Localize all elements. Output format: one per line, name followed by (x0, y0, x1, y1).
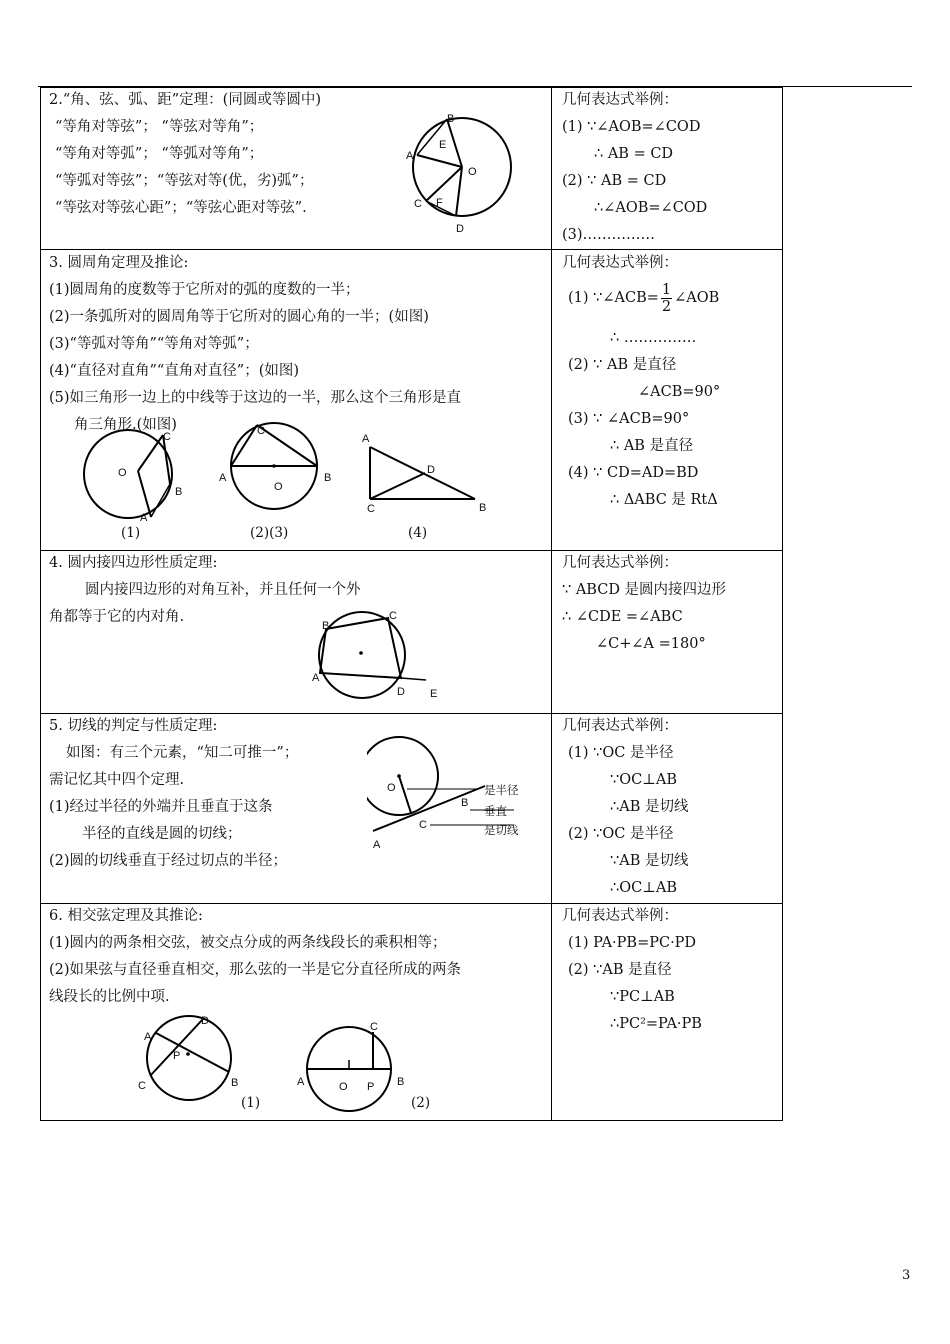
point-label: A (373, 839, 381, 851)
section-heading: 4. 圆内接四边形性质定理: (49, 555, 218, 571)
theorem-line: (2)圆的切线垂直于经过切点的半径； (49, 853, 288, 869)
theorem-line: (4)“直径对直角”“直角对直径”；(如图) (49, 363, 300, 379)
example-heading: 几何表达式举例： (562, 555, 678, 571)
fraction (661, 282, 672, 315)
example-line: ∴ …………… (610, 330, 697, 346)
example-heading: 几何表达式举例： (562, 255, 678, 271)
example-line: ∠C+∠A =180° (596, 636, 706, 652)
example-line: ∵PC⊥AB (610, 989, 675, 1005)
example-line: (1) ∵OC 是半径 (568, 745, 674, 761)
point-label: D (397, 686, 405, 698)
point-label: C (389, 610, 397, 622)
section-heading: 2.“角、弦、弧、距”定理：(同圆或等圆中) (49, 92, 321, 108)
example-line: (2) ∵ AB 是直径 (568, 357, 677, 373)
example-line: ∴∠AOB=∠COD (594, 200, 708, 216)
point-label: B (324, 472, 332, 484)
point-label: B (461, 797, 469, 809)
point-label: F (436, 197, 443, 209)
point-label: C (163, 431, 171, 443)
example-heading: 几何表达式举例： (562, 718, 678, 734)
point-label: C (367, 503, 375, 514)
figure-caption: (1) (241, 1095, 261, 1111)
example-line: ∴ AB 是直径 (610, 438, 694, 454)
point-label: D (456, 223, 464, 235)
section-heading: 3. 圆周角定理及推论: (49, 255, 189, 271)
figure-caption: (1) (121, 525, 141, 541)
theorem-line: “等角对等弦”； “等弦对等角”； (55, 119, 264, 135)
point-label: A (312, 672, 320, 684)
point-label: A (144, 1031, 152, 1043)
tangent-figure (367, 734, 551, 856)
median-triangle-figure (357, 432, 497, 514)
central-angle-figure (401, 110, 541, 238)
example-line: ∴AB 是切线 (610, 799, 689, 815)
point-label: B (447, 113, 455, 125)
figure-caption: (4) (408, 525, 428, 541)
point-label: A (297, 1076, 305, 1088)
example-line: ∴ ∠CDE =∠ABC (562, 609, 683, 625)
theorem-line: 需记忆其中四个定理. (49, 772, 185, 788)
section-heading: 5. 切线的判定与性质定理: (49, 718, 218, 734)
point-label: O (387, 782, 396, 794)
point-label: O (339, 1081, 348, 1093)
example-line: (3)…………… (562, 227, 656, 243)
intersecting-chords-figure (133, 1012, 253, 1102)
point-label: C (419, 819, 427, 831)
theorem-line: 如图：有三个元素，“知二可推一”； (66, 745, 299, 761)
section-heading: 6. 相交弦定理及其推论: (49, 908, 203, 924)
example-cell (552, 714, 783, 904)
example-cell (552, 551, 783, 714)
theorem-line: “等弦对等弦心距”；“等弦心距对等弦”. (55, 200, 307, 216)
example-line: (2) ∵OC 是半径 (568, 826, 674, 842)
theorem-line: 半径的直线是圆的切线； (82, 826, 242, 842)
point-label: C (414, 198, 422, 210)
example-line: ∴PC²=PA·PB (610, 1016, 702, 1032)
point-label: B (175, 486, 183, 498)
theorem-line: (2)如果弦与直径垂直相交，那么弦的一半是它分直径所成的两条 (49, 962, 462, 978)
page-number: 3 (902, 1268, 911, 1283)
example-line: (1) PA·PB=PC·PD (568, 935, 697, 951)
example-line: (4) ∵ CD=AD=BD (568, 465, 699, 481)
annotation-label: 垂直 (484, 804, 507, 818)
point-label: B (231, 1077, 239, 1089)
example-line: (2) ∵ AB = CD (562, 173, 667, 189)
theorem-cell (41, 88, 552, 250)
example-line: ∴ AB = CD (594, 146, 674, 162)
theorem-line: 圆内接四边形的对角互补，并且任何一个外 (85, 582, 361, 598)
theorem-cell (41, 250, 552, 551)
point-label: E (430, 688, 438, 700)
point-label: A (140, 512, 148, 524)
example-heading: 几何表达式举例： (562, 92, 678, 108)
theorem-line: (3)“等弧对等角”“等角对等弧”； (49, 336, 259, 352)
row-intersecting-chords-theorem (41, 904, 783, 1121)
chord-perpendicular-diameter-figure (293, 1018, 413, 1112)
annotation-label: 是切线 (484, 823, 519, 837)
theorem-line: (1)经过半径的外端并且垂直于这条 (49, 799, 273, 815)
point-label: D (427, 464, 435, 476)
point-label: A (362, 433, 370, 445)
theorem-table (40, 87, 783, 1121)
theorem-line: (5)如三角形一边上的中线等于这边的一半，那么这个三角形是直 (49, 390, 462, 406)
point-label: O (274, 481, 283, 493)
theorem-line: (2)一条弧所对的圆周角等于它所对的圆心角的一半；(如图) (49, 309, 429, 325)
annotation-label: 是半径 (484, 783, 519, 797)
example-text: ∠AOB (674, 290, 720, 306)
point-label: P (173, 1050, 181, 1062)
example-heading: 几何表达式举例： (562, 908, 678, 924)
theorem-line: “等弧对等弦”；“等弦对等(优，劣)弧”； (55, 173, 314, 189)
point-label: O (118, 467, 127, 479)
point-label: D (201, 1015, 209, 1027)
row-cyclic-quadrilateral-theorem (41, 551, 783, 714)
example-cell (552, 904, 783, 1121)
example-cell (552, 88, 783, 250)
point-label: B (397, 1076, 405, 1088)
row-inscribed-angle-theorem (41, 250, 783, 551)
point-label: B (322, 620, 330, 632)
example-line: (1) ∵∠AOB=∠COD (562, 119, 701, 135)
point-label: B (479, 502, 487, 514)
point-label: A (219, 472, 227, 484)
example-line: ∵AB 是切线 (610, 853, 689, 869)
point-label: C (257, 425, 265, 437)
theorem-cell (41, 714, 552, 904)
example-text: (1) ∵∠ACB= (568, 290, 659, 306)
example-cell (552, 250, 783, 551)
point-label: P (367, 1081, 375, 1093)
theorem-cell (41, 904, 552, 1121)
point-label: E (439, 139, 447, 151)
point-label: C (138, 1080, 146, 1092)
point-label: O (468, 166, 477, 178)
point-label: A (406, 150, 414, 162)
example-line: ∴OC⊥AB (610, 880, 677, 896)
example-line: ∠ACB=90° (638, 384, 721, 400)
example-line: ∵ ABCD 是圆内接四边形 (562, 582, 727, 598)
example-line: (3) ∵ ∠ACB=90° (568, 411, 690, 427)
example-line: (2) ∵AB 是直径 (568, 962, 672, 978)
example-line: ∴ ΔABC 是 RtΔ (610, 492, 718, 508)
fraction-numerator: 1 (661, 281, 672, 298)
fraction-denominator: 2 (661, 298, 672, 315)
figure-caption: (2) (411, 1095, 431, 1111)
figure-caption: (2)(3) (250, 525, 289, 541)
row-chord-arc-theorem (41, 88, 783, 250)
theorem-line: (1)圆周角的度数等于它所对的弧的度数的一半； (49, 282, 360, 298)
theorem-line: 角三角形.(如图) (74, 417, 177, 433)
theorem-line: 线段长的比例中项. (49, 989, 170, 1005)
example-line (568, 280, 719, 316)
row-tangent-theorem (41, 714, 783, 904)
diameter-right-angle-figure (217, 420, 337, 515)
example-line: ∵OC⊥AB (610, 772, 677, 788)
theorem-line: “等角对等弧”； “等弧对等角”； (55, 146, 264, 162)
theorem-line: (1)圆内的两条相交弦，被交点分成的两条线段长的乘积相等； (49, 935, 447, 951)
theorem-cell (41, 551, 552, 714)
theorem-line: 角都等于它的内对角. (49, 609, 185, 625)
cyclic-quadrilateral-figure (309, 609, 447, 707)
point-label: C (370, 1021, 378, 1033)
inscribed-angle-figure (81, 428, 191, 524)
